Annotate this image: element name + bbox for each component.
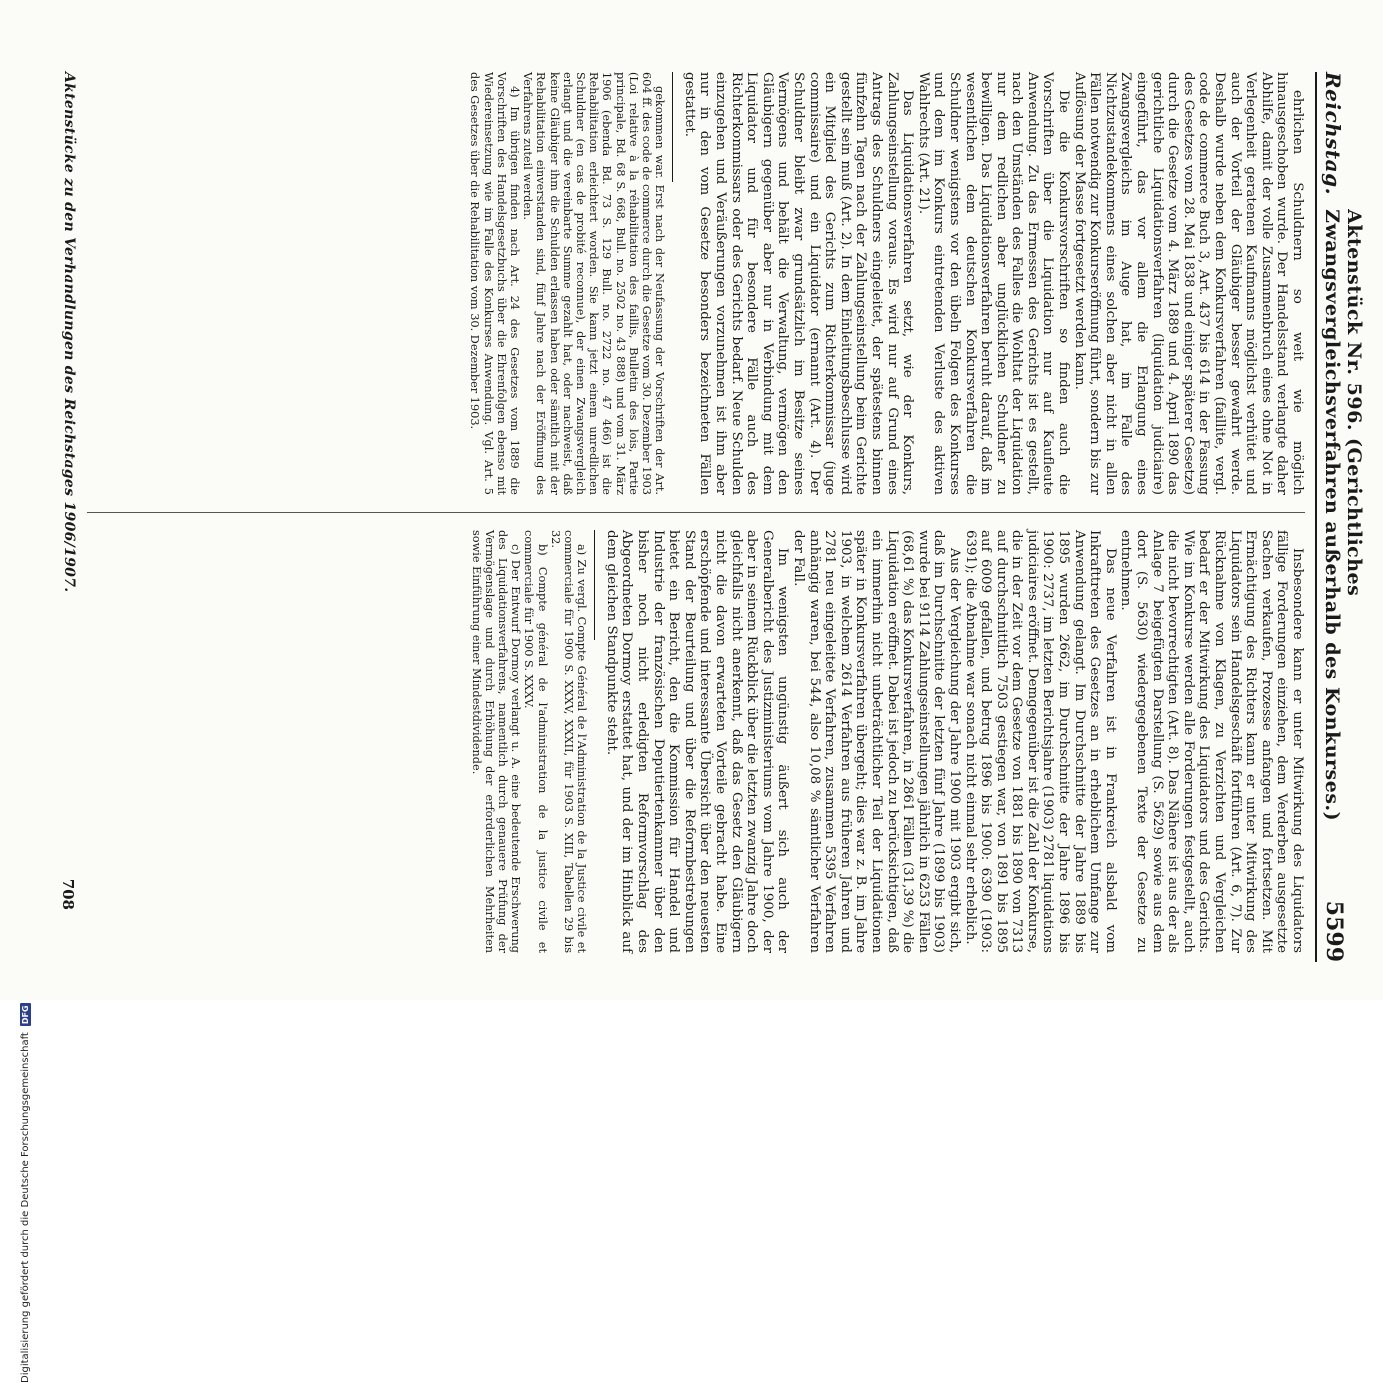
header-section: Reichstag. — [1321, 72, 1345, 196]
page-footer-number: 708 — [59, 878, 77, 910]
paragraph: ehrlichen Schuldnern so weit wie möglich hinausgeschoben wurde. Der Handelsstand verlangte daher Abhilfe, damit der volle Zusammenbruch eines ohne Not in Verlegenheit geratenen Kaufmanns möglichst verhütet und auch der Vorteil der Gläubiger besser gewahrt werde. Deshalb wurde neben dem Konkursverfahren (faillite, vergl. code de commerce Buch 3, Art. 437 bis 614 in der Fassung des Gesetzes vom 28. Mai 1838 und einiger späterer Gesetze) durch die Gesetze vom 4. März 1889 und 4. April 1890 das gerichtliche Liquidationsverfahren (liquidation judiciaire) eingeführt, das vor allem die Erlangung eines Zwangsvergleichs im Auge hat, im Falle des Nichtzustandekommens eines solchen aber nicht in allen Fällen notwendig zur Konkurseröffnung führt, sondern bis zur Auflösung der Masse fortgesetzt werden kann. — [1071, 72, 1305, 495]
digitization-credit — [20, 1003, 31, 1383]
paragraph: Aus der Vergleichung der Jahre 1900 mit 1903 ergibt sich, daß im Durchschnitte der letzten fünf Jahre (1899 bis 1903) wurde bei 9114 Zahlungseinstellungen jährlich in 6253 Fällen (68,61 %) das Konkursverfahren, in 2861 Fällen (31,39 %) die Liquidation eröffnet. Dabei ist jedoch zu berücksichtigen, daß ein immerhin nicht unbeträchtlicher Teil der Liquidationen später in Konkursverfahren übergeht; dies war z. B. im Jahre 1903, in welchem 2614 Verfahren aus früheren Jahren und 2781 neu eingeleitete Verfahren, zusammen 5395 Verfahren anhängig waren, bei 544, also 10,08 % sämtlicher Verfahren der Fall. — [791, 530, 962, 953]
page-header — [1315, 72, 1365, 962]
column-divider — [87, 512, 1305, 513]
footnote: 4) Im übrigen finden nach Art. 24 des Gesetzes vom 1889 die Vorschriften des Handelsgesetzbuchs über die Ehrenfolgen ebenso mit Wiedereinsetzung wie im Falle des Konkurses Anwendung. Vgl. Art. 5 des Gesetzes über die Rehabilitation vom 30. Dezember 1903. — [468, 72, 522, 495]
page-number: 5599 — [1321, 900, 1347, 962]
header-title: Aktenstück Nr. 596. (Gerichtliches Zwangsvergleichsverfahren außerhalb des Konkurses.) — [1321, 209, 1365, 822]
paragraph: Das neue Verfahren ist in Frankreich alsbald vom Inkrafttreten des Gesetzes an in erheblichem Umfange zur Anwendung gelangt. Im Durchschnitte der Jahre 1889 bis 1895 wurden 2662, im Durchschnitte der Jahre 1896 bis 1900: 2737, im letzten Berichtsjahre (1903) 2781 liquidations judiciaires eröffnet. Demgegenüber ist die Zahl der Konkurse, die in der Zeit vor dem Gesetze von 1881 bis 1890 von 7313 auf durchschnittlich 7503 gestiegen war, von 1891 bis 1895 auf 6009 gefallen, und betrug 1896 bis 1900: 6390 (1903: 6391); die Abnahme war sonach nicht einmal sehr erheblich. — [962, 530, 1118, 953]
paragraph: Die die Konkursvorschriften so finden auch die Vorschriften über die Liquidation nur auf Kaufleute Anwendung. Zu das Ermessen des Gerichts ist es gestellt, nach den Umständen des Falles die Wohltat der Liquidation nur dem redlichen aber unglücklichen Schuldner zu bewilligen. Das Liquidationsverfahren beruht darauf, daß im wesentlichen dem deutschen Konkursverfahren die Schuldner wenigstens vor den übeln Folgen des Konkurses und dem im Konkurs eintretenden Verluste des aktiven Wahlrechts (Art. 21). — [915, 72, 1072, 495]
footnote: b) Compte général de l'administration de la justice civile et commerciale für 1900 S. XXXV. — [522, 530, 549, 953]
paragraph: Im wenigsten ungünstig äußert sich auch der Generalbericht des Justizministeriums vom Jahre 1900, der aber in seinem Rückblick über die letzten zwanzig Jahre doch gleichfalls nicht anerkennt, daß das Gesetz den Gläubigern nicht die davon erwarteten Vorteile gebracht habe. Eine erschöpfende und interessante Übersicht über den neuesten Stand der Beurteilung und über die Reformbestrebungen bietet ein Bericht, den die Kommission für Handel und Industrie der französischen Deputiertenkammer über den bisher noch nicht erledigten Reformvorschlag des Abgeordneten Dormoy erstattet hat, und der im Hinblick auf dem gleichen Standpunkte steht. — [603, 530, 791, 953]
right-column — [469, 530, 1305, 953]
left-column — [468, 72, 1305, 495]
footnote-divider — [672, 72, 673, 182]
paragraph: Insbesondere kann er unter Mitwirkung des Liquidators fällige Forderungen einziehen, dem Verderben ausgesetzte Sachen verkaufen, Prozesse anfangen und fortsetzen. Mit Ermächtigung des Richters kann er unter Mitwirkung des Liquidators sein Handelsgeschäft fortführen (Art. 6, 7). Zur Rücknahme von Klagen, zu Verzichten und Vergleichen bedarf er der Mitwirkung des Liquidators und des Gerichts. Wie im Konkurse werden alle Forderungen festgestellt, auch die nicht bevorrechtigten (Art. 8). Das Nähere ist aus der als Anlage 7 beigefügten Darstellung (S. 5629) sowie aus dem dort (S. 5630) wiedergegebenen Texte der Gesetze zu entnehmen. — [1118, 530, 1305, 953]
credit-text: Digitalisierung gefördert durch die Deutsche Forschungsgemeinschaft — [20, 1032, 31, 1383]
footnote: gekommen war. Erst nach der Neufassung der Vorschriften der Art. 604 ff. des code de commerce durch die Gesetze vom 30. Dezember 1903 (Loi relative à la réhabilitation des faillis, Bulletin des lois, Partie principale, Bd. 68 S. 668, Bull. no. 2502 no. 43 888) und vom 31. März 1906 (ebenda Bd. 73 S. 129 Bull. no. 2722 no. 47 466) ist die Rehabilitation erleichtert worden. Sie kann jetzt einem unredlichen Schuldner (en cas de probité reconnue), der einen Zwangsvergleich erlangt und die vereinbarte Summe gezahlt hat, oder nachweist, daß keine Gläubiger ihm die Schulden erlassen haben oder sämtlich mit der Rehabilitation einverstanden sind, fünf Jahre nach der Eröffnung des Verfahrens zuteil werden. — [521, 72, 667, 495]
footnote: c) Der Entwurf Dormoy verlangt u. A. eine bedeutende Erschwerung des Liquidationsverfahrens, namentlich durch genauere Prüfung der Vermögenslage und durch Erhöhung der erforderlichen Mehrheiten sowie Einführung einer Mindestdividende. — [469, 530, 523, 953]
footnote-divider — [594, 530, 595, 640]
paragraph: Das Liquidationsverfahren setzt, wie der Konkurs, Zahlungseinstellung voraus. Es wird nur auf Grund eines Antrags des Schuldners eingeleitet, der spätestens binnen fünfzehn Tagen nach der Zahlungseinstellung beim Gerichte gestellt sein muß (Art. 2). In dem Einleitungsbeschlusse wird ein Mitglied des Gerichts zum Richterkommissar (juge commissaire) und ein Liquidator (ernannt (Art. 4). Der Schuldner bleibt zwar grundsätzlich im Besitze seines Vermögens und behält die Verwaltung, vermögen den Gläubigern gegenüber aber nur in Verbindung mit dem Liquidator und für besondere Fälle auch des Richterkommissars oder des Gerichts bedarf. Neue Schulden einzugehen und Veräußerungen vorzunehmen ist ihm aber nur in den vom Gesetze besonders bezeichneten Fällen gestattet. — [681, 72, 916, 495]
page-footer-title: Aktenstücke zu den Verhandlungen des Reichstages 1906/1907. — [61, 72, 77, 593]
dfg-logo-icon: DFG — [21, 1005, 30, 1025]
footnote: a) Zu vergl. Compte Général de l'Administration de la Justice civile et commerciale für 1900 S. XXXV, XXXII, für 1903 S. XIII, Tabellen 29 bis 32. — [548, 530, 589, 953]
